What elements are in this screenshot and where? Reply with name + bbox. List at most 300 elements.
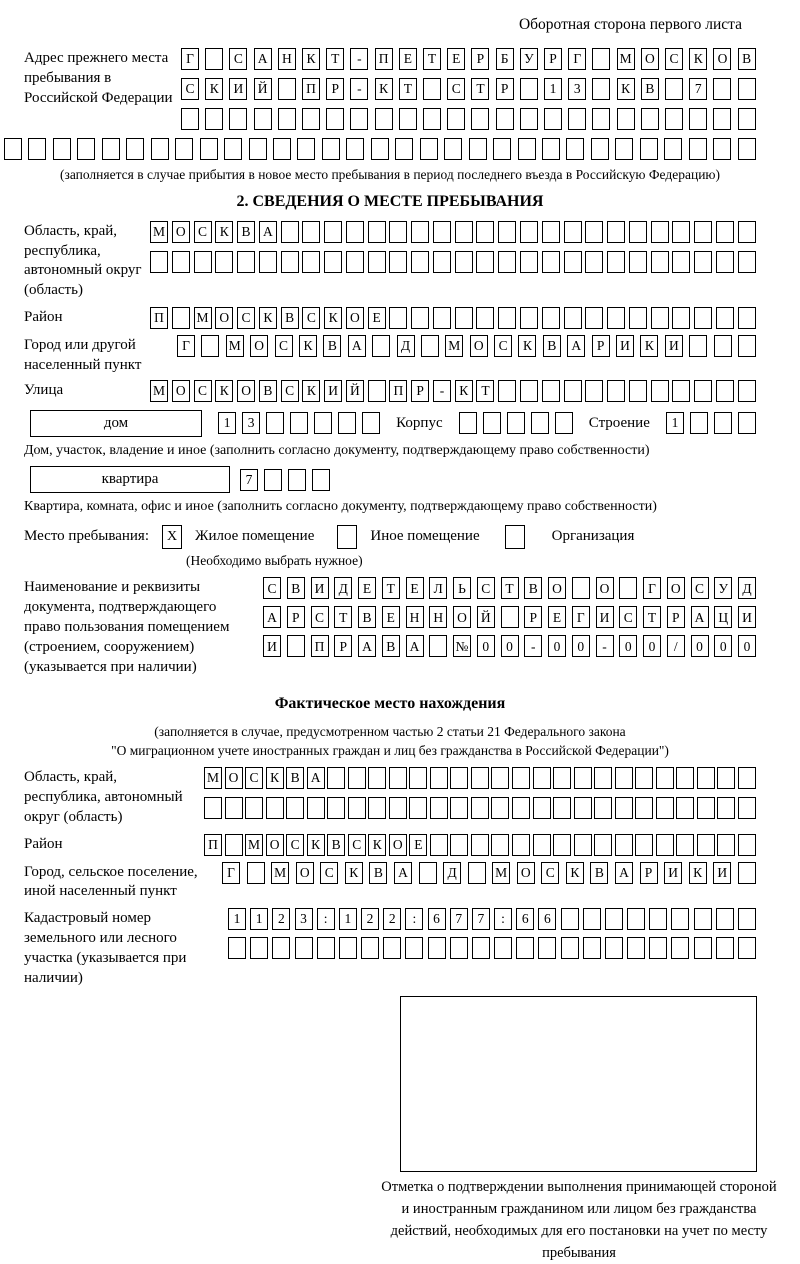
char-cell: 7 xyxy=(240,469,258,491)
checkbox-residential: X xyxy=(162,525,182,549)
char-cell xyxy=(368,380,386,402)
char-cell xyxy=(738,221,756,243)
char-cell xyxy=(568,108,586,130)
char-cell xyxy=(656,834,674,856)
char-cell xyxy=(607,221,625,243)
char-cell xyxy=(493,138,511,160)
char-cell: С xyxy=(665,48,683,70)
char-cell xyxy=(738,380,756,402)
char-cell xyxy=(4,138,22,160)
char-cell: Т xyxy=(399,78,417,100)
char-cell: 2 xyxy=(361,908,379,930)
char-cell xyxy=(297,138,315,160)
char-cell xyxy=(469,138,487,160)
char-cell: 6 xyxy=(516,908,534,930)
actual-location-note-2: "О миграционном учете иностранных граждан и лиц без гражданства в Российской Федерации") xyxy=(111,743,669,759)
char-cell: К xyxy=(215,380,233,402)
stay-type-label: Место пребывания: xyxy=(24,528,149,545)
char-cell xyxy=(585,251,603,273)
char-cell xyxy=(430,834,448,856)
char-cell xyxy=(181,108,199,130)
stay-type-note: (Необходимо выбрать нужное) xyxy=(186,552,363,568)
char-cell: - xyxy=(596,635,614,657)
char-cell: К xyxy=(566,862,584,884)
char-cell: Р xyxy=(287,606,305,628)
char-cell xyxy=(272,937,290,959)
char-cell xyxy=(264,469,282,491)
char-cell xyxy=(429,635,447,657)
char-cell xyxy=(389,221,407,243)
prev-address-row-1 xyxy=(181,48,756,70)
char-cell xyxy=(538,937,556,959)
char-cell xyxy=(615,767,633,789)
char-cell: А xyxy=(259,221,277,243)
char-cell xyxy=(423,108,441,130)
region-block xyxy=(24,221,756,301)
char-cell xyxy=(649,937,667,959)
char-cell: А xyxy=(406,635,424,657)
char-cell xyxy=(314,412,332,434)
char-cell: Е xyxy=(399,48,417,70)
char-cell: 7 xyxy=(450,908,468,930)
char-cell xyxy=(713,138,731,160)
actual-region-row-1 xyxy=(204,767,756,789)
char-cell xyxy=(553,797,571,819)
char-cell: 6 xyxy=(538,908,556,930)
char-cell xyxy=(205,108,223,130)
char-cell xyxy=(694,221,712,243)
region-row-2 xyxy=(150,251,756,273)
char-cell xyxy=(533,767,551,789)
char-cell: Л xyxy=(429,577,447,599)
char-cell: 3 xyxy=(295,908,313,930)
district-block xyxy=(24,307,756,329)
char-cell xyxy=(605,937,623,959)
region-rows xyxy=(150,221,756,273)
street-block xyxy=(24,380,756,402)
char-cell xyxy=(649,908,667,930)
char-cell xyxy=(690,412,708,434)
document-row-1 xyxy=(263,577,756,599)
char-cell xyxy=(225,834,243,856)
char-cell xyxy=(326,108,344,130)
char-cell: Р xyxy=(544,48,562,70)
char-cell: 0 xyxy=(477,635,495,657)
char-cell: 6 xyxy=(428,908,446,930)
char-cell xyxy=(615,797,633,819)
char-cell: С xyxy=(691,577,709,599)
char-cell: К xyxy=(345,862,363,884)
char-cell xyxy=(512,797,530,819)
char-cell xyxy=(665,78,683,100)
char-cell xyxy=(664,138,682,160)
section2-title: 2. СВЕДЕНИЯ О МЕСТЕ ПРЕБЫВАНИЯ xyxy=(236,192,544,210)
char-cell xyxy=(215,251,233,273)
char-cell: К xyxy=(455,380,473,402)
district-row xyxy=(150,307,756,329)
char-cell: В xyxy=(524,577,542,599)
char-cell xyxy=(716,221,734,243)
char-cell: К xyxy=(689,862,707,884)
char-cell xyxy=(468,862,486,884)
char-cell xyxy=(533,834,551,856)
char-cell: А xyxy=(615,862,633,884)
char-cell: К xyxy=(307,834,325,856)
char-cell xyxy=(671,937,689,959)
cadastral-block xyxy=(24,908,756,988)
char-cell: Б xyxy=(496,48,514,70)
char-cell xyxy=(389,797,407,819)
char-cell: А xyxy=(263,606,281,628)
stay-type-block xyxy=(24,525,756,549)
char-cell xyxy=(512,767,530,789)
char-cell: В xyxy=(738,48,756,70)
char-cell: О xyxy=(215,307,233,329)
char-cell: К xyxy=(215,221,233,243)
char-cell: Р xyxy=(640,862,658,884)
char-cell xyxy=(338,412,356,434)
char-cell xyxy=(656,767,674,789)
char-cell: К xyxy=(302,48,320,70)
char-cell: И xyxy=(664,862,682,884)
char-cell xyxy=(520,221,538,243)
char-cell: 7 xyxy=(689,78,707,100)
char-cell xyxy=(641,108,659,130)
char-cell xyxy=(520,307,538,329)
char-cell: - xyxy=(350,78,368,100)
char-cell xyxy=(237,251,255,273)
char-cell xyxy=(635,767,653,789)
apartment-block xyxy=(30,466,756,493)
char-cell: Г xyxy=(181,48,199,70)
char-cell xyxy=(324,221,342,243)
char-cell: Ц xyxy=(714,606,732,628)
char-cell xyxy=(738,307,756,329)
char-cell: 1 xyxy=(544,78,562,100)
char-cell xyxy=(542,221,560,243)
char-cell xyxy=(150,251,168,273)
actual-district-block xyxy=(24,834,756,856)
char-cell: / xyxy=(667,635,685,657)
char-cell xyxy=(672,380,690,402)
char-cell: 7 xyxy=(472,908,490,930)
char-cell xyxy=(491,834,509,856)
char-cell: К xyxy=(368,834,386,856)
street-label: Улица xyxy=(24,381,64,398)
char-cell xyxy=(651,251,669,273)
char-cell: Р xyxy=(471,48,489,70)
char-cell: В xyxy=(327,834,345,856)
char-cell xyxy=(583,908,601,930)
char-cell xyxy=(346,221,364,243)
char-cell xyxy=(259,251,277,273)
char-cell: А xyxy=(307,767,325,789)
char-cell: Е xyxy=(548,606,566,628)
char-cell xyxy=(430,797,448,819)
prev-address-note: (заполняется в случае прибытия в новое место пребывания в период последнего въезда в Российскую Федерацию) xyxy=(59,167,721,182)
char-cell xyxy=(665,108,683,130)
char-cell xyxy=(605,908,623,930)
char-cell xyxy=(498,380,516,402)
char-cell xyxy=(281,251,299,273)
char-cell xyxy=(717,797,735,819)
char-cell xyxy=(738,862,756,884)
char-cell: В xyxy=(358,606,376,628)
char-cell xyxy=(738,767,756,789)
char-cell: О xyxy=(641,48,659,70)
char-cell: Е xyxy=(368,307,386,329)
char-cell xyxy=(411,221,429,243)
char-cell: С xyxy=(229,48,247,70)
char-cell: О xyxy=(389,834,407,856)
char-cell xyxy=(498,307,516,329)
char-cell xyxy=(738,78,756,100)
char-cell xyxy=(694,908,712,930)
char-cell xyxy=(585,221,603,243)
char-cell xyxy=(302,251,320,273)
char-cell xyxy=(716,908,734,930)
char-cell: Р xyxy=(326,78,344,100)
city-row xyxy=(177,335,756,357)
char-cell: В xyxy=(237,221,255,243)
char-cell xyxy=(471,108,489,130)
district-label: Район xyxy=(24,309,63,326)
char-cell xyxy=(200,138,218,160)
char-cell xyxy=(585,380,603,402)
char-cell: Н xyxy=(278,48,296,70)
char-cell xyxy=(516,937,534,959)
checkbox-other-premises xyxy=(337,525,357,549)
prev-address-rows xyxy=(181,48,756,130)
char-cell xyxy=(738,251,756,273)
char-cell: П xyxy=(150,307,168,329)
actual-district-label: Район xyxy=(24,835,63,852)
char-cell xyxy=(640,138,658,160)
char-cell xyxy=(544,108,562,130)
char-cell: 2 xyxy=(383,908,401,930)
char-cell: : xyxy=(494,908,512,930)
char-cell xyxy=(564,307,582,329)
char-cell xyxy=(471,834,489,856)
char-cell: С xyxy=(286,834,304,856)
char-cell xyxy=(591,138,609,160)
char-cell: С xyxy=(237,307,255,329)
char-cell: П xyxy=(375,48,393,70)
char-cell xyxy=(607,251,625,273)
char-cell xyxy=(607,307,625,329)
char-cell xyxy=(496,108,514,130)
char-cell xyxy=(420,138,438,160)
char-cell xyxy=(689,138,707,160)
char-cell: Р xyxy=(411,380,429,402)
stay-type-option-other: Иное помещение xyxy=(370,528,480,545)
char-cell xyxy=(77,138,95,160)
char-cell xyxy=(433,221,451,243)
char-cell xyxy=(716,307,734,329)
document-rows xyxy=(263,577,756,657)
char-cell: С xyxy=(302,307,320,329)
char-cell xyxy=(520,78,538,100)
char-cell xyxy=(411,307,429,329)
char-cell xyxy=(225,797,243,819)
char-cell xyxy=(126,138,144,160)
char-cell xyxy=(419,862,437,884)
char-cell: Т xyxy=(326,48,344,70)
char-cell: С xyxy=(245,767,263,789)
char-cell xyxy=(324,251,342,273)
char-cell xyxy=(520,380,538,402)
char-cell: Е xyxy=(447,48,465,70)
char-cell: В xyxy=(259,380,277,402)
char-cell xyxy=(627,908,645,930)
char-cell: Й xyxy=(477,606,495,628)
char-cell xyxy=(542,251,560,273)
char-cell xyxy=(651,221,669,243)
char-cell xyxy=(250,937,268,959)
char-cell xyxy=(676,834,694,856)
char-cell xyxy=(172,307,190,329)
char-cell xyxy=(421,335,439,357)
char-cell: С xyxy=(447,78,465,100)
char-cell xyxy=(572,577,590,599)
char-cell: Т xyxy=(476,380,494,402)
char-cell: Р xyxy=(334,635,352,657)
char-cell: И xyxy=(738,606,756,628)
char-cell: М xyxy=(245,834,263,856)
char-cell: Е xyxy=(382,606,400,628)
stroenie-row xyxy=(666,412,756,434)
house-block xyxy=(30,410,756,437)
char-cell xyxy=(564,380,582,402)
char-cell xyxy=(266,412,284,434)
char-cell xyxy=(476,251,494,273)
char-cell xyxy=(455,221,473,243)
char-cell xyxy=(585,307,603,329)
char-cell: Г xyxy=(572,606,590,628)
char-cell: О xyxy=(346,307,364,329)
char-cell: О xyxy=(250,335,268,357)
char-cell xyxy=(689,108,707,130)
char-cell: С xyxy=(477,577,495,599)
char-cell xyxy=(592,78,610,100)
char-cell: И xyxy=(229,78,247,100)
char-cell: Й xyxy=(346,380,364,402)
char-cell xyxy=(738,412,756,434)
char-cell xyxy=(476,221,494,243)
char-cell xyxy=(447,108,465,130)
char-cell: 0 xyxy=(643,635,661,657)
char-cell xyxy=(348,797,366,819)
char-cell: Д xyxy=(334,577,352,599)
char-cell xyxy=(428,937,446,959)
char-cell xyxy=(629,380,647,402)
char-cell xyxy=(483,412,501,434)
char-cell: В xyxy=(641,78,659,100)
char-cell: 1 xyxy=(218,412,236,434)
char-cell xyxy=(389,307,407,329)
char-cell xyxy=(433,307,451,329)
char-cell xyxy=(716,251,734,273)
char-cell: К xyxy=(259,307,277,329)
char-cell: К xyxy=(205,78,223,100)
char-cell: Д xyxy=(397,335,415,357)
char-cell xyxy=(317,937,335,959)
char-cell: К xyxy=(640,335,658,357)
char-cell xyxy=(738,335,756,357)
cadastral-rows xyxy=(228,908,756,959)
char-cell: И xyxy=(665,335,683,357)
char-cell xyxy=(455,307,473,329)
char-cell: № xyxy=(453,635,471,657)
char-cell xyxy=(288,469,306,491)
char-cell xyxy=(627,937,645,959)
char-cell: Т xyxy=(423,48,441,70)
char-cell xyxy=(689,335,707,357)
char-cell xyxy=(738,138,756,160)
char-cell: 0 xyxy=(714,635,732,657)
char-cell xyxy=(362,412,380,434)
char-cell: : xyxy=(405,908,423,930)
stay-type-option-organization: Организация xyxy=(551,528,635,545)
char-cell: В xyxy=(590,862,608,884)
char-cell: - xyxy=(524,635,542,657)
page-side-note: Оборотная сторона первого листа xyxy=(518,16,742,33)
char-cell: Е xyxy=(406,577,424,599)
char-cell xyxy=(617,108,635,130)
prev-address-row-4 xyxy=(4,138,756,160)
char-cell: В xyxy=(369,862,387,884)
char-cell xyxy=(738,834,756,856)
char-cell: Г xyxy=(643,577,661,599)
char-cell xyxy=(423,78,441,100)
char-cell xyxy=(247,862,265,884)
char-cell xyxy=(635,834,653,856)
char-cell: Ь xyxy=(453,577,471,599)
char-cell xyxy=(619,577,637,599)
char-cell xyxy=(738,797,756,819)
char-cell xyxy=(716,937,734,959)
char-cell: С xyxy=(263,577,281,599)
char-cell: - xyxy=(350,48,368,70)
checkbox-organization xyxy=(505,525,525,549)
char-cell xyxy=(583,937,601,959)
char-cell xyxy=(491,797,509,819)
char-cell xyxy=(450,767,468,789)
char-cell xyxy=(561,908,579,930)
char-cell xyxy=(542,307,560,329)
char-cell: И xyxy=(713,862,731,884)
char-cell: В xyxy=(382,635,400,657)
city-block xyxy=(24,335,756,376)
char-cell: : xyxy=(317,908,335,930)
char-cell: О xyxy=(667,577,685,599)
char-cell xyxy=(713,78,731,100)
char-cell: О xyxy=(713,48,731,70)
char-cell xyxy=(229,108,247,130)
char-cell xyxy=(266,797,284,819)
char-cell: Т xyxy=(643,606,661,628)
char-cell: К xyxy=(299,335,317,357)
char-cell: О xyxy=(225,767,243,789)
char-cell: И xyxy=(616,335,634,357)
char-cell xyxy=(574,834,592,856)
char-cell xyxy=(278,78,296,100)
char-cell: Т xyxy=(382,577,400,599)
char-cell: К xyxy=(266,767,284,789)
char-cell xyxy=(28,138,46,160)
char-cell xyxy=(172,251,190,273)
char-cell: 3 xyxy=(568,78,586,100)
